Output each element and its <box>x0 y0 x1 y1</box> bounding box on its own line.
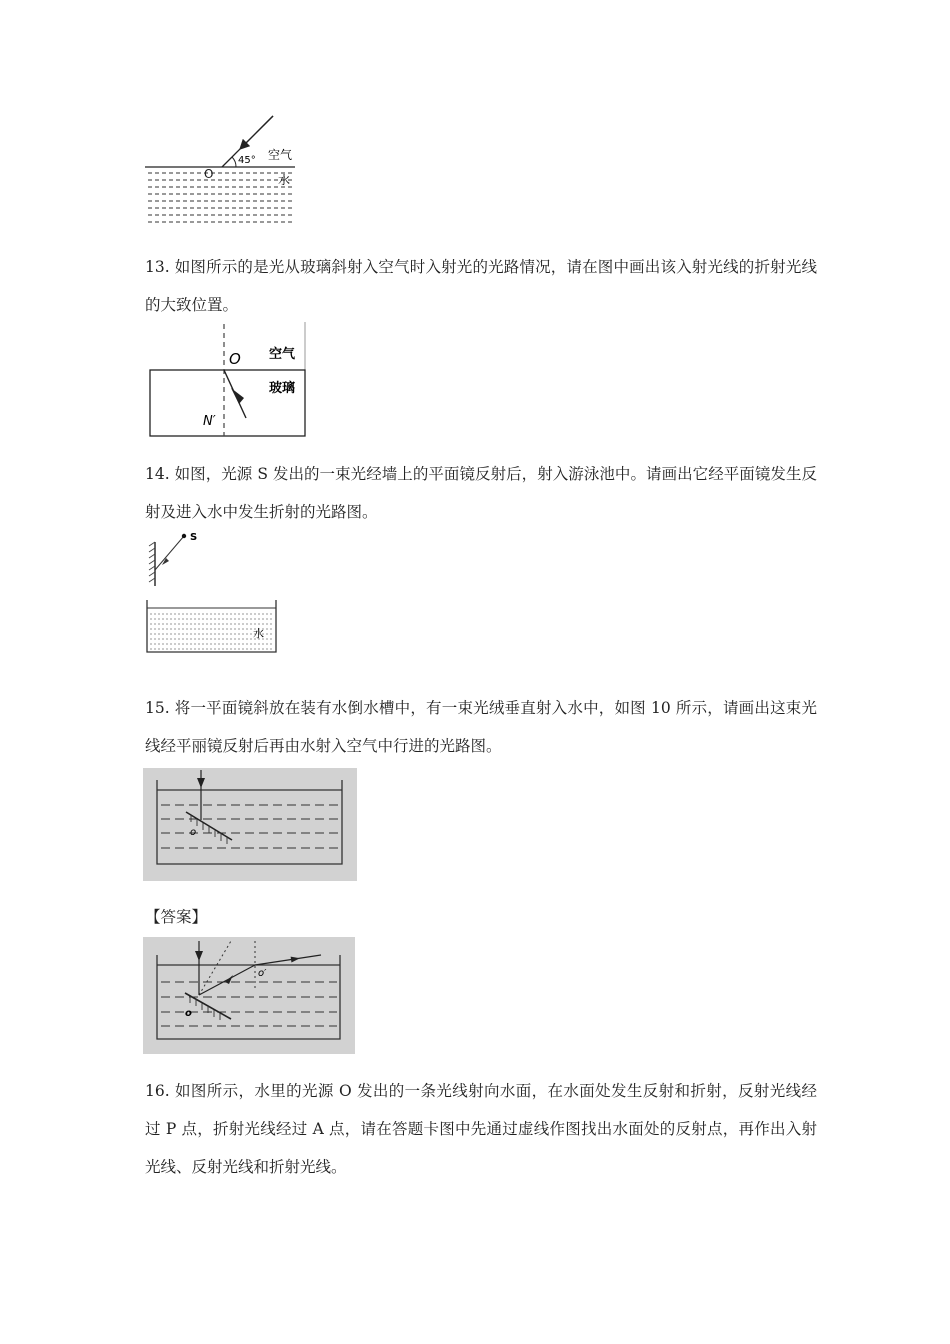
question-14: 14. 如图，光源 S 发出的一束光经墙上的平面镜反射后，射入游泳池中。请画出它经平面镜发生反射及进入水中发生折射的光路图。 <box>145 465 817 521</box>
figure-15-drawing <box>143 768 357 881</box>
point-o-prime-label: o′ <box>258 968 267 979</box>
question-13: 13. 如图所示的是光从玻璃斜射入空气时入射光的光路情况，请在图中画出该入射光线的折射光线的大致位置。 <box>145 258 817 314</box>
answer-15-drawing <box>143 937 355 1054</box>
figure-13-glass-air <box>142 322 310 440</box>
glass-label: 玻璃 <box>269 381 296 396</box>
point-o-label: o <box>185 1008 192 1019</box>
figure-12-refraction-air-water <box>140 110 310 228</box>
question-16: 16. 如图所示，水里的光源 O 发出的一条光线射向水面，在水面处发生反射和折射，反射光线经过 P 点，折射光线经过 A 点，请在答题卡图中先通过虚线作图找出水面处的反射点，再作出入射光线、反射光线和折射光线。 <box>145 1082 817 1176</box>
water-label: 水 <box>253 627 264 640</box>
angle-label: 45° <box>238 155 256 166</box>
point-o-label: O <box>204 167 214 181</box>
water-label: 水 <box>278 173 291 187</box>
answer-15-photo <box>143 937 355 1054</box>
figure-15-photo <box>143 768 357 881</box>
question-15: 15. 将一平面镜斜放在装有水倒水槽中，有一束光绒垂直射入水中，如图 10 所示，请画出这束光线经平丽镜反射后再由水射入空气中行进的光路图。 <box>145 699 817 755</box>
normal-label: N′ <box>203 414 216 429</box>
point-o-label: O <box>229 350 241 368</box>
air-label: 空气 <box>269 347 296 362</box>
point-o-label: o <box>190 827 197 838</box>
figure-14-mirror-pool <box>140 528 282 658</box>
answer-label: 【答案】 <box>145 908 208 926</box>
air-label: 空气 <box>268 148 293 162</box>
source-s-label: S <box>190 532 198 543</box>
